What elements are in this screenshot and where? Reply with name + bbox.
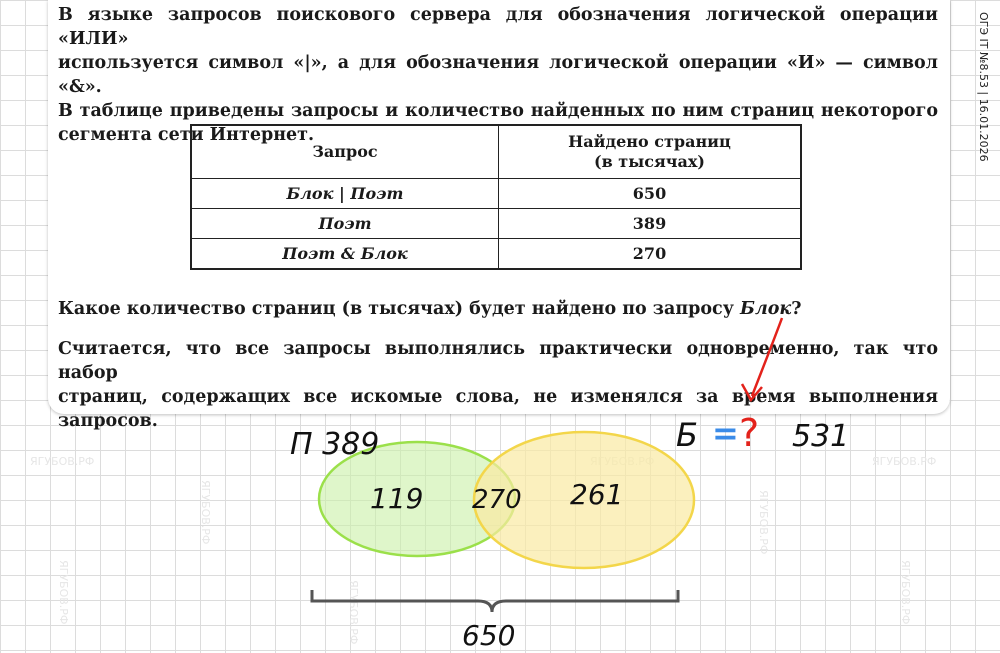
union-value: 650 — [462, 619, 516, 652]
answer-value: 531 — [792, 419, 850, 454]
watermark: ЯГУБОВ.РФ — [30, 455, 95, 468]
side-label-text: ОГЭ IT №8.53 | 16.01.2026 — [977, 12, 990, 162]
red-arrow-head — [742, 384, 762, 400]
intro-line: используется символ «|», а для обозначения логической операции «И» — символ «&». — [58, 53, 938, 97]
watermark: ЯГУБОВ.РФ — [57, 560, 70, 625]
watermark: ЯГУБОВ.РФ — [347, 580, 360, 645]
red-arrow — [752, 318, 782, 396]
watermark: ЯГУБОВ.РФ — [872, 455, 937, 468]
note-line: страниц, содержащих все искомые слова, не изменялся за время выполнения — [58, 387, 938, 407]
union-brace — [312, 590, 678, 612]
question-prefix: Какое количество страниц (в тысячах) будет найдено по запросу — [58, 299, 734, 319]
intro-line: В таблице приведены запросы и количество найденных по ним страниц некоторого — [58, 101, 938, 121]
watermark: ЯГУБОВ.РФ — [899, 560, 912, 625]
poet-label: П 389 — [290, 427, 380, 462]
note-line: Считается, что все запросы выполнялись практически одновременно, так что набор — [58, 339, 938, 383]
intro-line: сегмента сети Интернет. — [58, 125, 315, 145]
watermark: ЯГУБОВ.РФ — [199, 480, 212, 545]
equals-sign: = — [712, 414, 739, 452]
table-cell-query: Поэт & Блок — [191, 239, 499, 270]
table-cell-query: Блок | Поэт — [191, 179, 499, 209]
note-line: запросов. — [58, 411, 158, 431]
poet-only-value: 119 — [370, 482, 424, 515]
table-cell-pages: 389 — [499, 209, 802, 239]
table-cell-pages: 650 — [499, 179, 802, 209]
intro-line: В языке запросов поискового сервера для обозначения логической операции «ИЛИ» — [58, 5, 938, 49]
question-suffix: ? — [791, 299, 802, 319]
header-pages-line2: (в тысячах) — [594, 152, 705, 171]
question-mark: ? — [739, 411, 760, 455]
table-cell-pages: 270 — [499, 239, 802, 270]
watermark: ЯГУБОВ.РФ — [757, 490, 770, 555]
intersection-value: 270 — [472, 485, 522, 515]
question-term: Блок — [740, 299, 792, 319]
header-query: Запрос — [191, 125, 499, 179]
blok-only-value: 261 — [570, 478, 624, 511]
table-cell-query: Поэт — [191, 209, 499, 239]
header-pages-line1: Найдено страниц — [568, 132, 731, 151]
blok-label: Б — [676, 416, 698, 454]
